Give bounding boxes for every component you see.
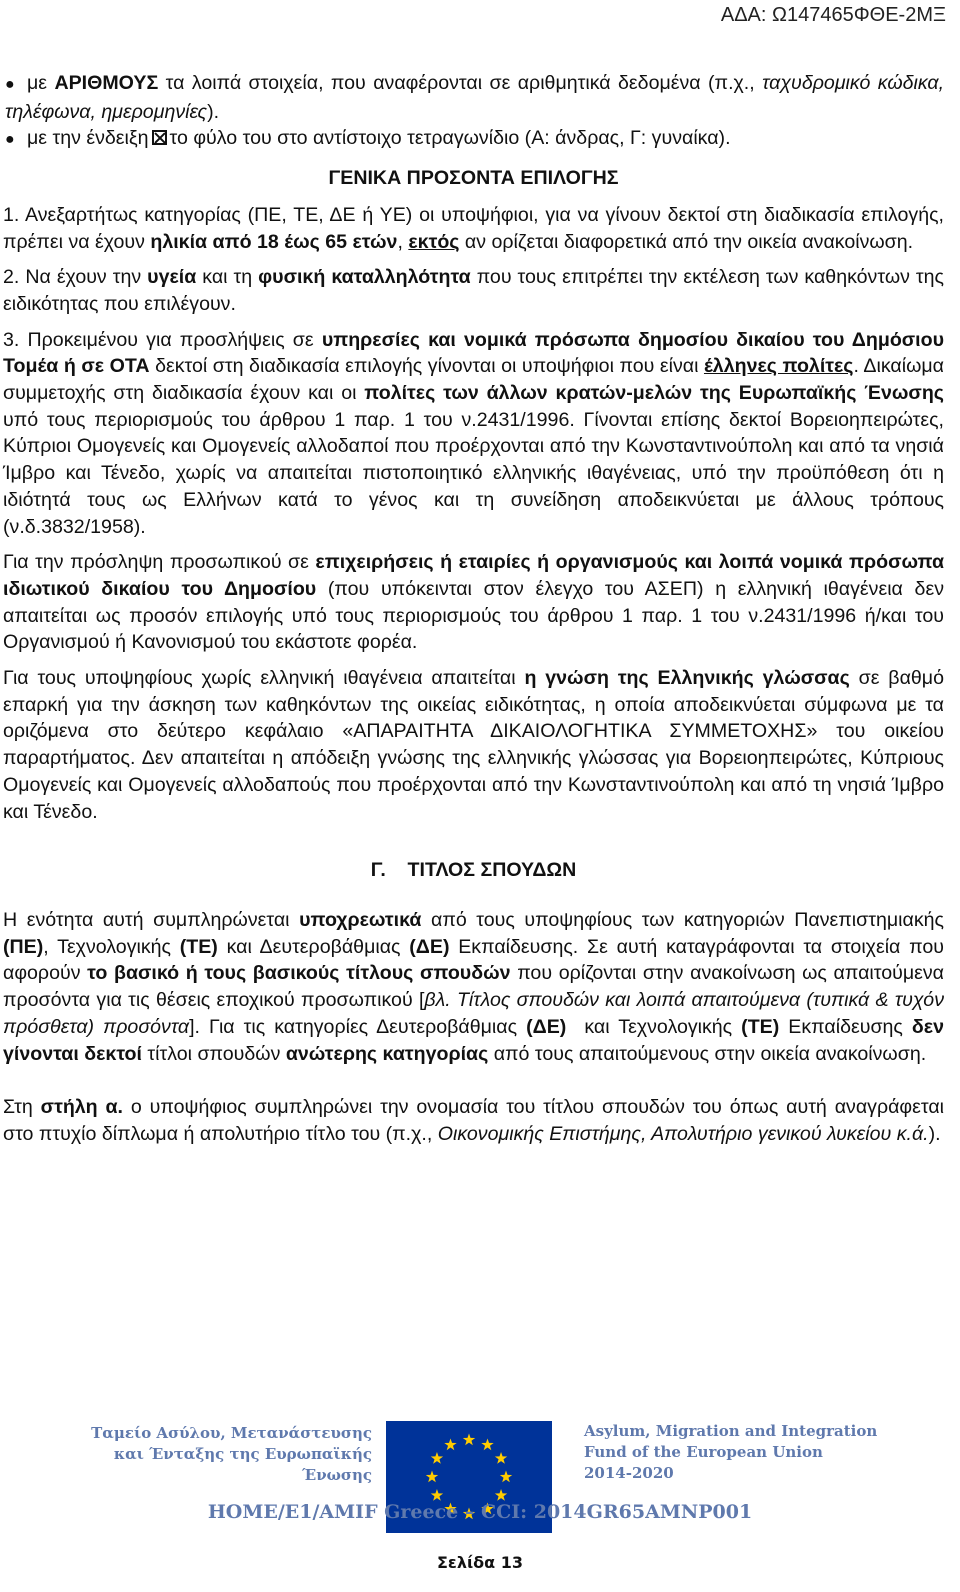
- text-bold: ανώτερης κατηγορίας: [285, 1042, 489, 1065]
- text: Για την πρόσληψη προσωπικού σε: [3, 551, 316, 574]
- text-bold: (ΠΕ): [3, 935, 44, 958]
- text: δεκτοί στη διαδικασία επιλογής γίνονται οι υποψήφιοι που είναι: [149, 355, 704, 378]
- star-icon: [431, 1452, 443, 1464]
- page-footer: [0, 1405, 960, 1592]
- text: ]. Για τις κατηγορίες Δευτεροβάθμιας: [189, 1015, 527, 1038]
- text: υπό τους περιορισμούς του άρθρου 1 παρ. 1 του ν.2431/1996. Γίνονται επίσης δεκτοί Βορειοηπειρώτες, Κύπριοι Ομογενείς και Ομογενείς αλλοδαποί που προέρχονται από την Κωνσταντινούπολη και από τα νησιά Ίμβρο και Τένεδο, χωρίς να απαιτείται πιστοποιητικό ελληνικής ιθαγένειας, υπό την προϋπόθεση ότι η ιδιότητά τους ως Ελλήνων κατά το γένος και τη συνείδηση αποδεικνύεται με άλλους τρόπους (ν.δ.3832/1958).: [3, 408, 944, 538]
- text-bold: δεν γίνονται δεκτοί: [3, 1015, 945, 1065]
- text-bold: (ΔΕ): [409, 935, 450, 958]
- text-bold: ηλικία από 18 έως 65 ετών: [150, 230, 398, 253]
- text: ).: [928, 1122, 941, 1145]
- text: το φύλο του στο αντίστοιχο τετραγωνίδιο (Α: άνδρας, Γ: γυναίκα).: [169, 127, 731, 150]
- text-bold: (ΤΕ): [741, 1015, 780, 1038]
- paragraph-age: [3, 202, 944, 255]
- text-bold: η γνώση της Ελληνικής γλώσσας: [524, 667, 850, 690]
- text-italic: βλ. Τίτλος σπουδών και λοιπά απαιτούμενα (τυπικά & τυχόν πρόσθετα) προσόντα: [3, 989, 944, 1038]
- text-bold: φυσική καταλληλότητα: [258, 266, 471, 289]
- text: 2. Να έχουν την: [3, 266, 148, 289]
- fund-name-english: [584, 1421, 914, 1484]
- heading-general-qualifications: ΓΕΝΙΚΑ ΠΡΟΣΟΝΤΑ ΕΠΙΛΟΓΗΣ: [328, 167, 619, 190]
- bullet-dot-icon: ●: [5, 131, 15, 149]
- text-italic: ταχυδρομικό κώδικα, τηλέφωνα, ημερομηνίες: [5, 72, 945, 123]
- paragraph-health: [3, 264, 944, 317]
- fund-name-greek: [80, 1423, 372, 1486]
- text: Για τους υποψηφίους χωρίς ελληνική ιθαγένεια απαιτείται: [3, 667, 525, 690]
- fund-name-english-line: Fund of the European Union: [584, 1443, 823, 1461]
- text: τα λοιπά στοιχεία, που αναφέρονται σε αριθμητικά δεδομένα (π.χ.,: [158, 72, 763, 94]
- text-bold: ΑΡΙΘΜΟΥΣ: [54, 72, 159, 94]
- text: και Τεχνολογικής: [566, 1015, 742, 1038]
- paragraph-citizenship: [3, 327, 944, 541]
- star-icon: [444, 1438, 456, 1450]
- text-bold: υγεία: [147, 266, 197, 289]
- text: Η ενότητα αυτή συμπληρώνεται: [3, 908, 300, 931]
- paragraph-column-a: [3, 1094, 944, 1147]
- text: (που υπόκεινται στον έλεγχο του ΑΣΕΠ) η ελληνική ιθαγένεια δεν απαιτείται ως προσόν επιλογής υπό τους περιορισμούς του άρθρου 1 παρ. 1 του ν.2431/1996 ή/και του Οργανισμού ή Κανονισμού του εκάστοτε φορέα.: [3, 577, 944, 654]
- page-number: Σελίδα 13: [436, 1553, 523, 1572]
- paragraph-degree-info: [3, 907, 944, 1067]
- bullet-numbers: [3, 70, 944, 125]
- star-icon: [500, 1471, 512, 1483]
- text: ).: [207, 100, 220, 123]
- text: σε βαθμό επαρκή για την άσκηση των καθηκόντων της οικείας ειδικότητας, η οποία αποδεικνύεται σύμφωνα με τα οριζόμενα στο δεύτερο κεφάλαιο «ΑΠΑΡΑΙΤΗΤΑ ΔΙΚΑΙΟΛΟΓΗΤΙΚΑ ΣΥΜΜΕΤΟΧΗΣ» του οικείου παραρτήματος. Δεν απαιτείται η απόδειξη γνώσης της ελληνικής γλώσσας για Βορειοηπειρώτες, Κύπριους Ομογενείς και Ομογενείς αλλοδαπούς που προέρχονται από την Κωνσταντινούπολη και από τη νησιά Ίμβρο και Τένεδο.: [3, 667, 944, 823]
- text: Εκπαίδευσης. Σε αυτή καταγράφονται τα στοιχεία που αφορούν: [3, 935, 945, 985]
- fund-name-english-line: 2014-2020: [584, 1464, 674, 1482]
- text: από τους απαιτούμενους στην οικεία ανακοίνωση.: [488, 1042, 927, 1065]
- text: , Τεχνολογικής: [43, 935, 180, 958]
- text-bold: υποχρεωτικά: [299, 908, 422, 931]
- text: ο υποψήφιος συμπληρώνει την ονομασία του τίτλου σπουδών του όπως αυτή αναγράφεται στο πτυχίο δίπλωμα ή απολυτήριο τίτλο του (π.χ.,: [3, 1096, 944, 1145]
- text: και Δευτεροβάθμιας: [217, 935, 410, 958]
- text: Εκπαίδευσης: [779, 1015, 912, 1038]
- text-bold: (ΔΕ): [526, 1015, 567, 1038]
- paragraph-private-law: [3, 549, 944, 656]
- text: τίτλοι σπουδών: [141, 1042, 286, 1065]
- text-bold: επιχειρήσεις ή εταιρίες ή οργανισμούς και λοιπά νομικά πρόσωπα ιδιωτικού δικαίου του Δημοσίου: [3, 551, 944, 600]
- text-bold: πολίτες των άλλων κρατών-μελών της Ευρωπαϊκής Ένωσης: [364, 382, 944, 405]
- document-body: [3, 70, 944, 1148]
- text-bold: το βασικό ή τους βασικούς τίτλους σπουδών: [87, 962, 511, 985]
- text-bold: στήλη α.: [40, 1096, 124, 1119]
- text-bold-underlined: εκτός: [408, 230, 460, 253]
- text: από τους υποψηφίους των κατηγοριών Πανεπιστημιακής: [421, 908, 944, 931]
- star-icon: [431, 1489, 443, 1501]
- bullet-gender: [3, 125, 944, 154]
- text: 1. Ανεξαρτήτως κατηγορίας (ΠΕ, ΤΕ, ΔΕ ή ΥΕ) οι υποψήφιοι, για να γίνουν δεκτοί στη διαδικασία επιλογής, πρέπει να έχουν: [3, 203, 944, 253]
- bullet-dot-icon: ●: [5, 76, 15, 93]
- text: ,: [397, 230, 409, 253]
- text: που ορίζονται στην ανακοίνωση ως απαιτούμενα προσόντα για τις θέσεις εποχικού προσωπικού [: [3, 962, 944, 1012]
- text: και τη: [196, 266, 259, 289]
- text: 3. Προκειμένου για προσλήψεις σε: [3, 328, 322, 351]
- text: αν ορίζεται διαφορετικά από την οικεία ανακοίνωση.: [459, 230, 914, 253]
- checked-box-icon: [152, 130, 167, 145]
- paragraph-greek-language: [3, 665, 944, 825]
- star-icon: [495, 1489, 507, 1501]
- star-icon: [426, 1471, 438, 1483]
- program-code: HOME/E1/AMIF Greece – CCI: 2014GR65AMNP001: [207, 1501, 753, 1523]
- text: . Δικαίωμα συμμετοχής στη διαδικασία έχουν και οι: [3, 355, 944, 405]
- star-icon: [481, 1438, 493, 1450]
- text-bold-underlined: έλληνες πολίτες: [703, 355, 854, 378]
- fund-name-greek-line: Ένωσης: [302, 1466, 372, 1484]
- fund-name-greek-line: και Ένταξης της Ευρωπαϊκής: [113, 1445, 372, 1463]
- ada-code: ΑΔΑ: Ω147465ΦΘΕ-2ΜΞ: [720, 4, 946, 26]
- text: με την ένδειξη: [27, 127, 149, 150]
- heading-degree-title: Γ. ΤΙΤΛΟΣ ΣΠΟΥΔΩΝ: [370, 859, 577, 882]
- star-icon: [495, 1452, 507, 1464]
- text: Στη: [3, 1096, 41, 1119]
- text-italic: Οικονομικής Επιστήμης, Απολυτήριο γενικού λυκείου κ.ά.: [437, 1122, 929, 1145]
- text: με: [27, 72, 55, 94]
- text: που τους επιτρέπει την εκτέλεση των καθηκόντων της ειδικότητας που επιλέγουν.: [3, 266, 944, 315]
- text-bold: (ΤΕ): [179, 935, 218, 958]
- text-bold: υπηρεσίες και νομικά πρόσωπα δημοσίου δικαίου του Δημόσιου Τομέα ή σε ΟΤΑ: [3, 328, 945, 378]
- fund-name-greek-line: Ταμείο Ασύλου, Μετανάστευσης: [91, 1424, 372, 1442]
- fund-name-english-line: Asylum, Migration and Integration: [584, 1422, 878, 1440]
- star-icon: [463, 1434, 475, 1446]
